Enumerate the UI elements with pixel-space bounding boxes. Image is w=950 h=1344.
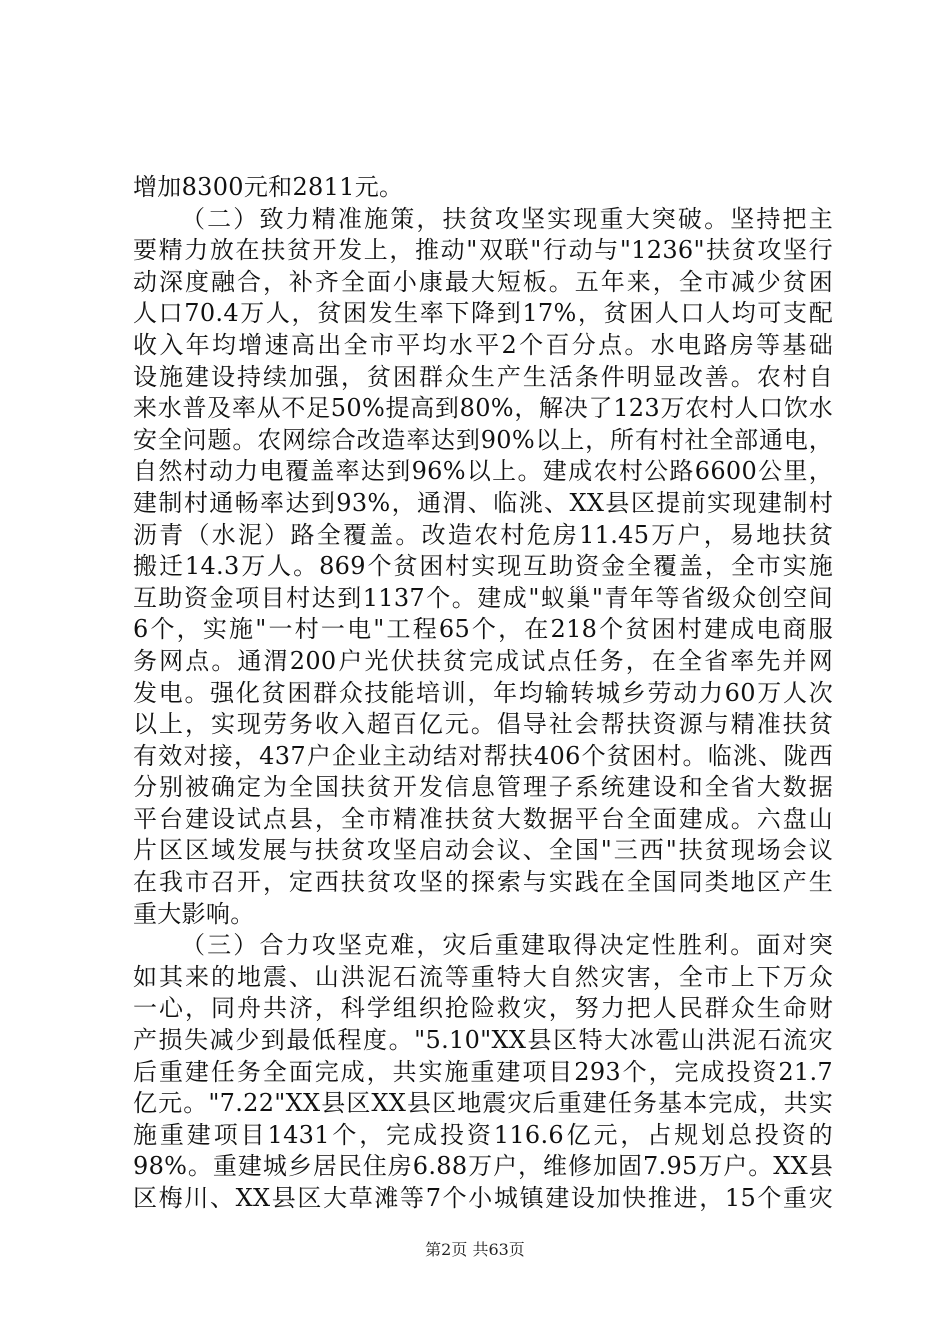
text-line: 设施建设持续加强，贫困群众生产生活条件明显改善。农村自 xyxy=(133,362,833,391)
text-line: 平台建设试点县，全市精准扶贫大数据平台全面建成。六盘山 xyxy=(133,804,833,833)
page-footer xyxy=(0,1240,950,1260)
body-text xyxy=(133,172,833,1215)
text-line: 搬迁14.3万人。869个贫困村实现互助资金全覆盖，全市实施 xyxy=(133,552,833,581)
text-line: 收入年均增速高出全市平均水平2个百分点。水电路房等基础 xyxy=(133,330,833,359)
text-line: 安全问题。农网综合改造率达到90%以上，所有村社全部通电， xyxy=(133,425,833,454)
text-line: 发电。强化贫困群众技能培训，年均输转城乡劳动力60万人次 xyxy=(133,678,833,707)
text-line: 建制村通畅率达到93%，通渭、临洮、XX县区提前实现建制村 xyxy=(133,488,833,517)
text-line: 在我市召开，定西扶贫攻坚的探索与实践在全国同类地区产生 xyxy=(133,868,833,897)
text-line: 6个，实施"一村一电"工程65个，在218个贫困村建成电商服 xyxy=(133,615,833,644)
text-line: 亿元。"7.22"XX县区XX县区地震灾后重建任务基本完成，共实 xyxy=(133,1089,833,1118)
text-line: 务网点。通渭200户光伏扶贫完成试点任务，在全省率先并网 xyxy=(133,646,833,675)
text-line: 动深度融合，补齐全面小康最大短板。五年来，全市减少贫困 xyxy=(133,267,833,296)
text-line: 重大影响。 xyxy=(133,899,255,928)
text-line: 施重建项目1431个，完成投资116.6亿元，占规划总投资的 xyxy=(133,1120,833,1149)
text-line: 98%。重建城乡居民住房6.88万户，维修加固7.95万户。XX县 xyxy=(133,1152,833,1181)
text-line: 增加8300元和2811元。 xyxy=(133,173,404,201)
text-line: 自然村动力电覆盖率达到96%以上。建成农村公路6600公里， xyxy=(133,457,833,486)
text-line: 互助资金项目村达到1137个。建成"蚁巢"青年等省级众创空间 xyxy=(133,583,833,612)
paragraph-first-line: （三）合力攻坚克难，灾后重建取得决定性胜利。面对突 xyxy=(181,931,833,960)
text-line: 以上，实现劳务收入超百亿元。倡导社会帮扶资源与精准扶贫 xyxy=(133,710,833,739)
paragraph-first-line: （二）致力精准施策，扶贫攻坚实现重大突破。坚持把主 xyxy=(181,204,833,233)
text-line: 如其来的地震、山洪泥石流等重特大自然灾害，全市上下万众 xyxy=(133,962,833,991)
text-line: 有效对接，437户企业主动结对帮扶406个贫困村。临洮、陇西 xyxy=(133,741,833,770)
text-line: 产损失减少到最低程度。"5.10"XX县区特大冰雹山洪泥石流灾 xyxy=(133,1026,833,1055)
text-line: 一心，同舟共济，科学组织抢险救灾，努力把人民群众生命财 xyxy=(133,994,833,1023)
text-line: 要精力放在扶贫开发上，推动"双联"行动与"1236"扶贫攻坚行 xyxy=(133,236,833,265)
text-line: 后重建任务全面完成，共实施重建项目293个，完成投资21.7 xyxy=(133,1057,833,1086)
text-line: 区梅川、XX县区大草滩等7个小城镇建设加快推进，15个重灾 xyxy=(133,1184,833,1212)
page-number-label: 第2页 共63页 xyxy=(425,1240,525,1259)
text-line: 人口70.4万人，贫困发生率下降到17%，贫困人口人均可支配 xyxy=(133,299,833,328)
text-line: 分别被确定为全国扶贫开发信息管理子系统建设和全省大数据 xyxy=(133,773,833,802)
text-line: 沥青（水泥）路全覆盖。改造农村危房11.45万户，易地扶贫 xyxy=(133,520,833,549)
text-line: 来水普及率从不足50%提高到80%，解决了123万农村人口饮水 xyxy=(133,394,833,423)
text-line: 片区区域发展与扶贫攻坚启动会议、全国"三西"扶贫现场会议 xyxy=(133,836,833,865)
